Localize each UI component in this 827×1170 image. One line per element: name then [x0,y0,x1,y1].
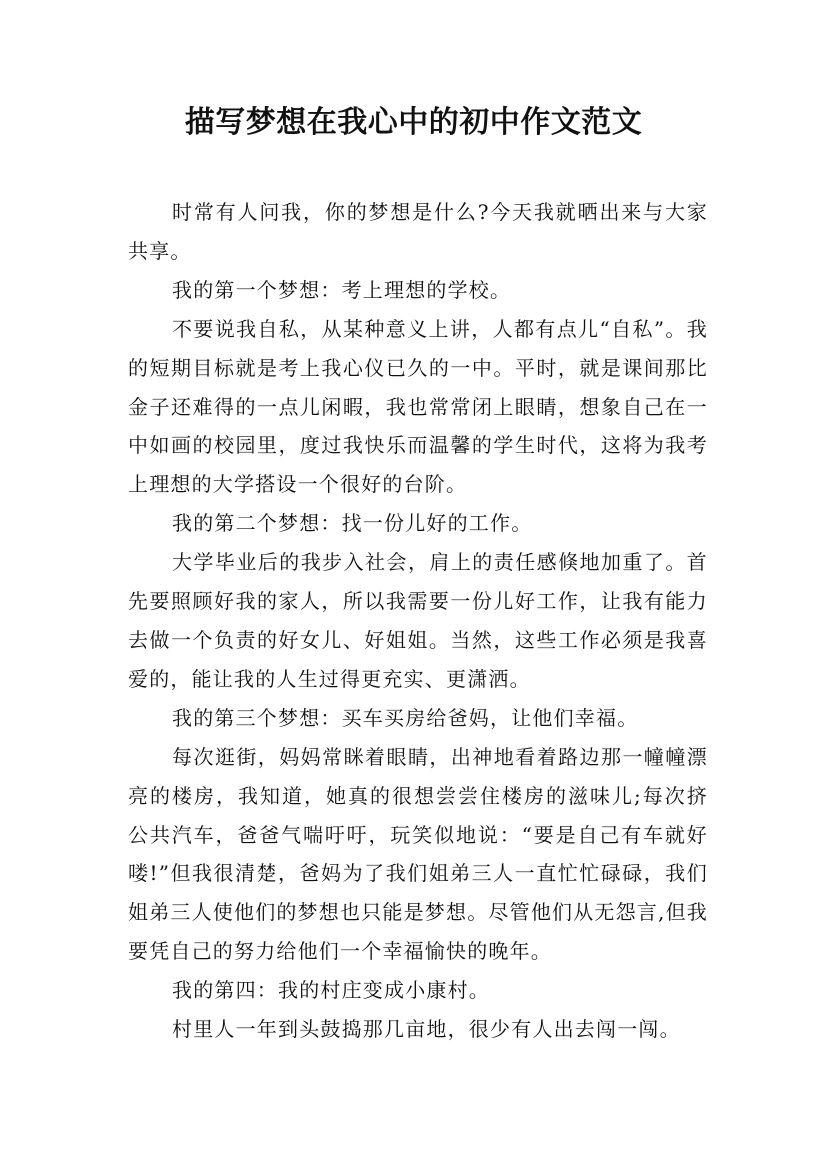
document-title: 描写梦想在我心中的初中作文范文 [184,105,643,140]
paragraph-dream-three-body: 每次逛街，妈妈常眯着眼睛，出神地看着路边那一幢幢漂亮的楼房，我知道，她真的很想尝尝住楼房的滋味儿;每次挤公共汽车，爸爸气喘吁吁，玩笑似地说：“要是自己有车就好喽!”但我很清楚，爸妈为了我们姐弟三人一直忙忙碌碌，我们姐弟三人使他们的梦想也只能是梦想。尽管他们从无怨言,但我要凭自己的努力给他们一个幸福愉快的晚年。 [128,744,708,964]
paragraph-dream-two-body: 大学毕业后的我步入社会，肩上的责任感倏地加重了。首先要照顾好我的家人，所以我需要一份儿好工作，让我有能力去做一个负责的好女儿、好姐姐。当然，这些工作必须是我喜爱的，能让我的人生过得更充实、更潇洒。 [128,550,708,691]
paragraph-dream-four-body: 村里人一年到头鼓捣那几亩地，很少有人出去闯一闯。 [172,1017,681,1042]
paragraph-intro: 时常有人问我，你的梦想是什么?今天我就晒出来与大家共享。 [128,200,708,263]
paragraph-dream-one-body: 不要说我自私，从某种意义上讲，人都有点儿“自私”。我的短期目标就是考上我心仪已久的一中。平时，就是课间那比金子还难得的一点儿闲暇，我也常常闭上眼睛，想象自己在一中如画的校园里，度过我快乐而温馨的学生时代，这将为我考上理想的大学搭设一个很好的台阶。 [128,316,708,497]
paragraph-dream-one-heading: 我的第一个梦想：考上理想的学校。 [172,277,512,302]
paragraph-dream-four-heading: 我的第四：我的村庄变成小康村。 [172,978,490,1003]
paragraph-dream-two-heading: 我的第二个梦想：找一份儿好的工作。 [172,511,533,536]
paragraph-dream-three-heading: 我的第三个梦想：买车买房给爸妈，让他们幸福。 [172,705,639,730]
document-body [128,193,708,1049]
